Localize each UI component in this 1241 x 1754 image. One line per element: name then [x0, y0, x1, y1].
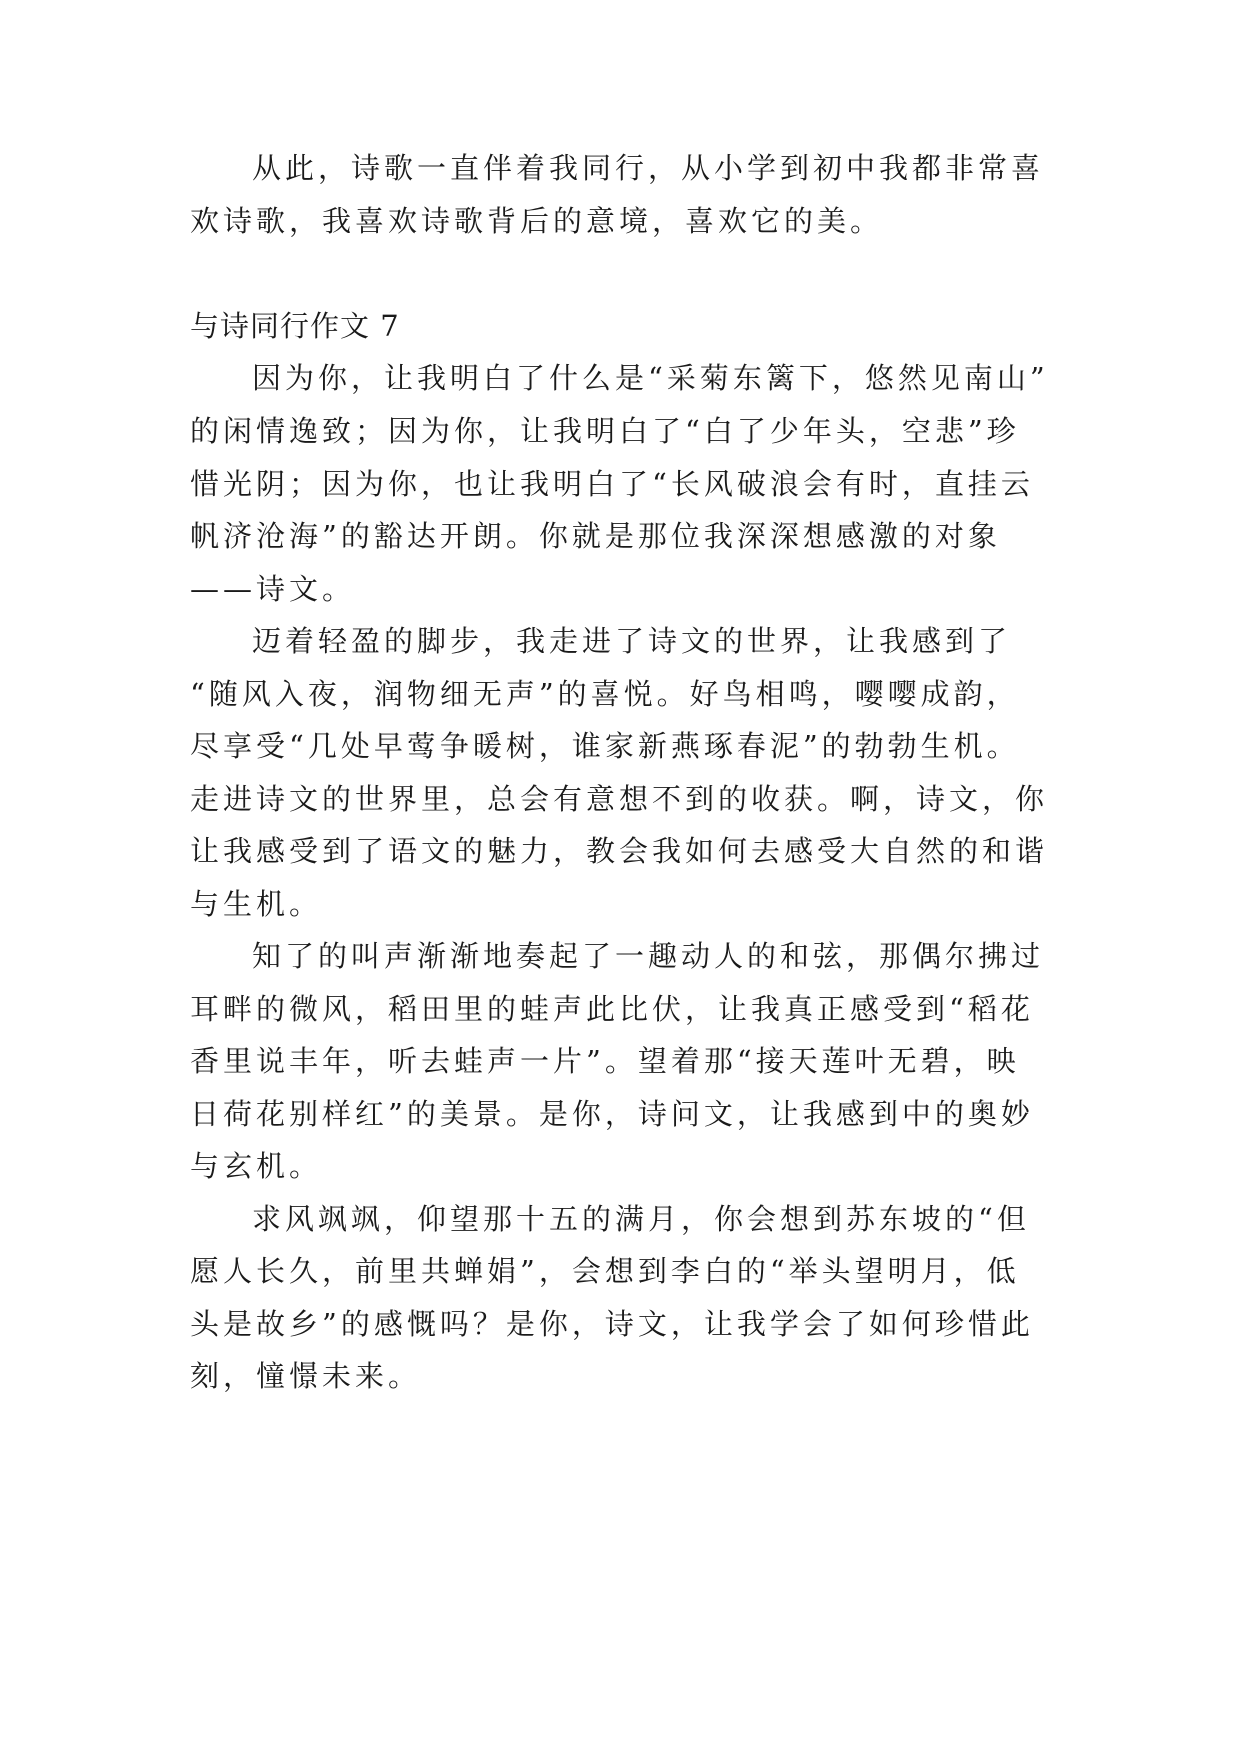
text-line: 刻，憧憬未来。: [190, 1359, 422, 1393]
text-line: 走进诗文的世界里，总会有意想不到的收获。啊，诗文，你: [190, 782, 1049, 816]
text-line: 耳畔的微风，稻田里的蛙声此比伏，让我真正感受到“稻花: [190, 992, 1034, 1026]
text-line: 知了的叫声渐渐地奏起了一趣动人的和弦，那偶尔拂过: [252, 939, 1045, 973]
text-line: 的闲情逸致；因为你，让我明白了“白了少年头，空悲”珍: [190, 414, 1020, 448]
text-line: 与生机。: [190, 887, 323, 921]
text-line: 帆济沧海”的豁达开朗。你就是那位我深深想感激的对象: [190, 519, 1001, 553]
text-line: ——诗文。: [190, 572, 356, 606]
section-title: 与诗同行作文 7: [190, 309, 400, 343]
text-line: 与玄机。: [190, 1149, 323, 1183]
text-line: 尽享受“几处早莺争暖树，谁家新燕琢春泥”的勃勃生机。: [190, 729, 1020, 763]
text-line: 香里说丰年，听去蛙声一片”。望着那“接天莲叶无碧，映: [190, 1044, 1020, 1078]
text-line: 因为你，让我明白了什么是“采菊东篱下，悠然见南山”: [252, 361, 1049, 395]
text-line: 迈着轻盈的脚步，我走进了诗文的世界，让我感到了: [252, 624, 1012, 658]
text-line: “随风入夜，润物细无声”的喜悦。好鸟相鸣，嘤嘤成韵，: [190, 677, 1020, 711]
text-line: 愿人长久，前里共蝉娟”，会想到李白的“举头望明月，低: [190, 1254, 1020, 1288]
text-line: 日荷花别样红”的美景。是你，诗问文，让我感到中的奥妙: [190, 1097, 1034, 1131]
text-line: 求风飒飒，仰望那十五的满月，你会想到苏东坡的“但: [252, 1202, 1030, 1236]
text-line: 从此，诗歌一直伴着我同行，从小学到初中我都非常喜: [252, 151, 1045, 185]
text-line: 让我感受到了语文的魅力，教会我如何去感受大自然的和谐: [190, 834, 1049, 868]
text-line: 惜光阴；因为你，也让我明白了“长风破浪会有时，直挂云: [190, 467, 1034, 501]
text-line: 欢诗歌，我喜欢诗歌背后的意境，喜欢它的美。: [190, 204, 884, 238]
text-line: 头是故乡”的感慨吗？是你，诗文，让我学会了如何珍惜此: [190, 1307, 1034, 1341]
